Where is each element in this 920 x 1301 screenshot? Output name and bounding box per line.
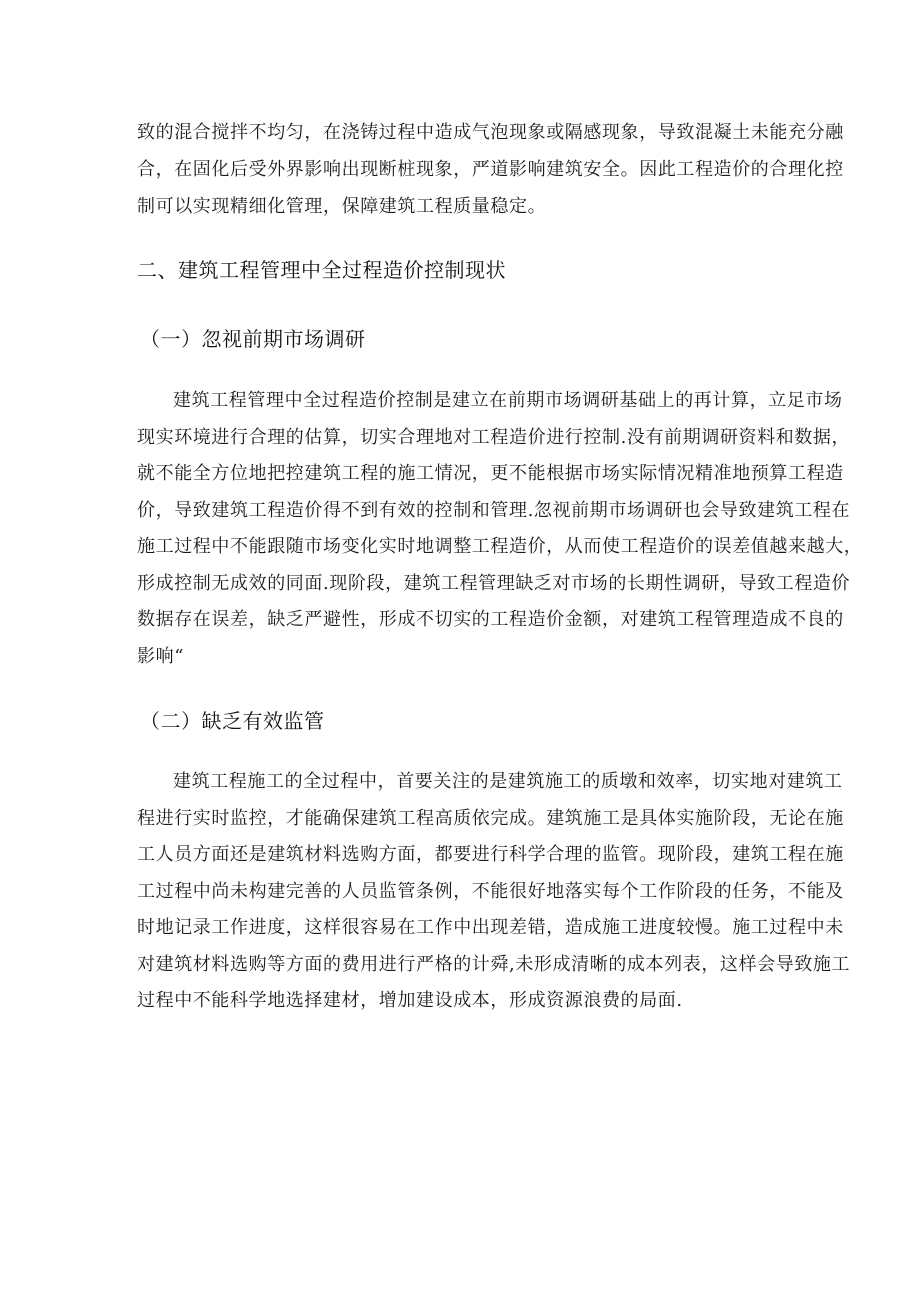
sub2-line-1: 建筑工程施工的全过程中，首要关注的是建筑施工的质墩和效率，切实地对建筑工 [173,771,843,792]
sub1-line-3: 就不能全方位地把控建筑工程的施工情况，更不能根据市场实际情况精准地预算工程造 [137,463,844,484]
sub1-line-4: 价，导致建筑工程造价得不到有效的控制和管理.忽视前期市场调研也会导致建筑工程在 [137,500,851,521]
sub2-line-7: 过程中不能科学地选择建材，增加建设成本，形成资源浪费的局面. [137,990,683,1011]
subsection-heading-1: （一）忽视前期市场调研 [140,327,366,351]
subsection-heading-2: （二）缺乏有效监管 [140,709,325,733]
sub2-line-6: 对建筑材料选购等方面的费用进行严格的计舜,未形成清晰的成本列表，这样会导致施工 [137,954,851,975]
sub1-line-5: 施工过程中不能跟随市场变化实时地调整工程造价，从而使工程造价的误差值越来越大， [137,536,863,557]
sub2-line-5: 时地记录工作进度，这样很容易在工作中出现差错，造成施工进度较慢。施工过程中未 [137,917,844,938]
sub1-line-2: 现实环境进行合理的估算，切实合理地对工程造价进行控制.没有前期调研资料和数据， [137,427,851,448]
sub1-line-1: 建筑工程管理中全过程造价控制是建立在前期市场调研基础上的再计算，立足市场 [173,390,843,411]
sub2-line-3: 工人员方面还是建筑材料选购方面，都要进行科学合理的监管。现阶段，建筑工程在施 [137,844,844,865]
sub1-line-7: 数据存在误差，缺乏严避性，形成不切实的工程造价金额，对建筑工程管理造成不良的 [137,609,844,630]
sub2-line-4: 工过程中尚未构建完善的人员监管条例，不能很好地落实每个工作阶段的任务，不能及 [137,881,844,902]
sub2-line-2: 程进行实时监控，才能确保建筑工程高质依完成。建筑施工是具体实施阶段，无论在施 [137,808,844,829]
sub1-line-6: 形成控制无成效的同面.现阶段，建筑工程管理缺乏对市场的长期性调研，导致工程造价 [137,573,851,594]
intro-line-3: 制可以实现精细化管理，保障建筑工程质量稳定。 [137,196,547,217]
sub1-line-8: 影响“ [137,646,185,667]
intro-line-1: 致的混合搅拌不均匀，在浇铸过程中造成气泡现象或隔感现象，导致混凝土未能充分融 [137,122,844,143]
section-heading: 二、建筑工程管理中全过程造价控制现状 [137,258,506,282]
intro-line-2: 合，在固化后受外界影响出现断桩现象，严道影响建筑安全。因此工程造价的合理化控 [137,159,844,180]
